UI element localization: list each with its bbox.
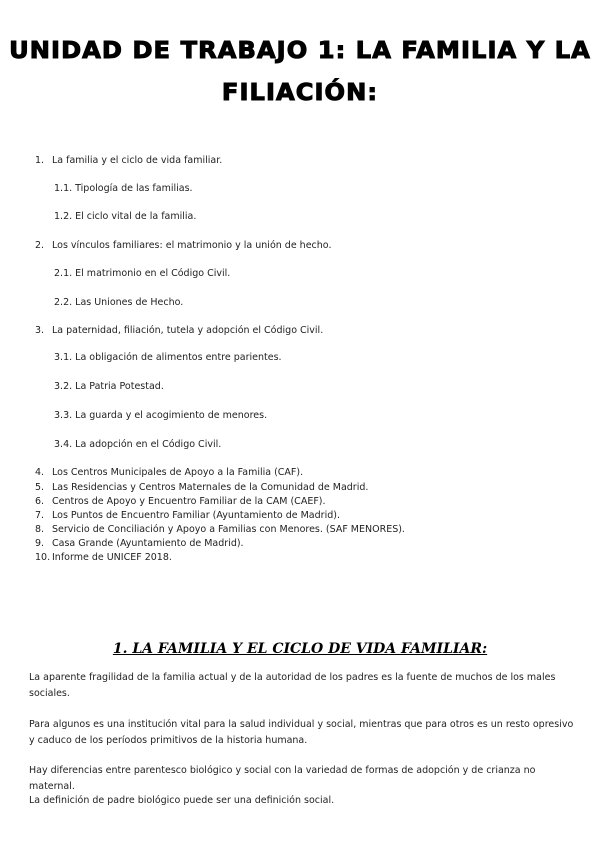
toc-item-text: La paternidad, filiación, tutela y adopción el Código Civil. bbox=[52, 325, 324, 336]
toc-item-number: 7. bbox=[35, 510, 45, 521]
toc-item-text: 2.2. Las Uniones de Hecho. bbox=[54, 297, 184, 308]
toc-item-text: 2.1. El matrimonio en el Código Civil. bbox=[54, 268, 231, 279]
page-title: UNIDAD DE TRABAJO 1: LA FAMILIA Y LA FILIACIÓN: bbox=[9, 38, 591, 106]
section-heading: 1. LA FAMILIA Y EL CICLO DE VIDA FAMILIAR: bbox=[112, 641, 488, 657]
toc-item-number: 1. bbox=[35, 155, 45, 166]
body-paragraph: La aparente fragilidad de la familia actual y de la autoridad de los padres es la fuente de muchos de los males sociales. bbox=[29, 672, 556, 699]
toc-item-text: Los Puntos de Encuentro Familiar (Ayuntamiento de Madrid). bbox=[52, 510, 340, 521]
toc-item-text: 3.1. La obligación de alimentos entre parientes. bbox=[54, 352, 282, 363]
toc-item-text: 1.2. El ciclo vital de la familia. bbox=[54, 211, 197, 222]
body-paragraph: Hay diferencias entre parentesco biológico y social con la variedad de formas de adopción y de crianza no maternal. bbox=[29, 765, 536, 792]
body-paragraph: Para algunos es una institución vital para la salud individual y social, mientras que para otros es un resto opresivo y caduco de los períodos primitivos de la historia humana. bbox=[29, 719, 574, 746]
toc-item-number: 6. bbox=[35, 496, 45, 507]
toc-item-number: 8. bbox=[35, 524, 45, 535]
toc-item-number: 2. bbox=[35, 240, 45, 251]
toc-item-text: Las Residencias y Centros Maternales de la Comunidad de Madrid. bbox=[52, 482, 369, 493]
toc-item-text: 3.4. La adopción en el Código Civil. bbox=[54, 439, 222, 450]
toc-item-text: Servicio de Conciliación y Apoyo a Familias con Menores. (SAF MENORES). bbox=[52, 524, 405, 535]
toc-item-text: 1.1. Tipología de las familias. bbox=[54, 183, 193, 194]
toc-subitem bbox=[54, 268, 230, 280]
toc-item-text: La familia y el ciclo de vida familiar. bbox=[52, 155, 223, 166]
toc-item-text: Los Centros Municipales de Apoyo a la Familia (CAF). bbox=[52, 467, 304, 478]
toc-item-text: Informe de UNICEF 2018. bbox=[52, 552, 172, 563]
toc-subitem bbox=[54, 381, 164, 393]
body-paragraph: La definición de padre biológico puede ser una definición social. bbox=[29, 795, 335, 806]
toc-item-text: 3.3. La guarda y el acogimiento de menores. bbox=[54, 410, 268, 421]
toc-item-number: 10. bbox=[35, 552, 51, 563]
toc-item-number: 9. bbox=[35, 538, 45, 549]
toc-subitem bbox=[54, 352, 282, 364]
toc-subitem bbox=[54, 439, 221, 451]
toc-subitem bbox=[54, 183, 193, 195]
toc-item-text: Centros de Apoyo y Encuentro Familiar de la CAM (CAEF). bbox=[52, 496, 326, 507]
toc-item-text: Los vínculos familiares: el matrimonio y la unión de hecho. bbox=[52, 240, 332, 251]
toc-subitem bbox=[54, 211, 196, 223]
toc-subitem bbox=[54, 297, 183, 309]
toc-item-number: 5. bbox=[35, 482, 45, 493]
toc-item-text: 3.2. La Patria Potestad. bbox=[54, 381, 164, 392]
toc-item-number: 3. bbox=[35, 325, 45, 336]
toc-item-text: Casa Grande (Ayuntamiento de Madrid). bbox=[52, 538, 244, 549]
toc-subitem bbox=[54, 410, 267, 422]
toc-item-number: 4. bbox=[35, 467, 45, 478]
